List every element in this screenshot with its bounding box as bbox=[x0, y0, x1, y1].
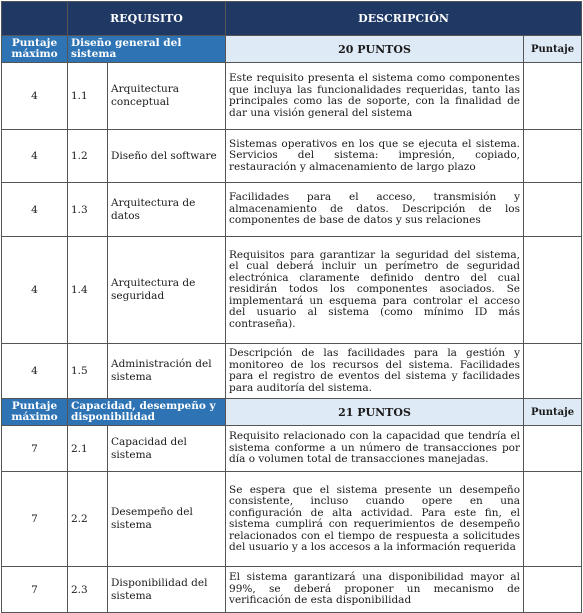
row-name: Administración del sistema bbox=[108, 344, 226, 399]
row-name: Disponibilidad del sistema bbox=[108, 567, 226, 613]
section-score-label: Puntaje bbox=[524, 399, 582, 426]
row-id: 1.5 bbox=[68, 344, 108, 399]
table-row bbox=[2, 567, 582, 613]
header-blank-cell bbox=[2, 2, 68, 36]
requirements-table bbox=[1, 1, 582, 613]
row-description: Facilidades para el acceso, transmisión y almacenamiento de datos. Descripción de los componentes de base de datos y sus relaciones bbox=[226, 183, 524, 237]
section-header-row bbox=[2, 36, 582, 63]
section-score-label: Puntaje bbox=[524, 36, 582, 63]
section-points: 21 PUNTOS bbox=[226, 399, 524, 426]
row-score-cell[interactable] bbox=[524, 237, 582, 344]
row-description: Requisitos para garantizar la seguridad del sistema, el cual deberá incluir un perímetro de seguridad electrónica claramente definido dentro del cual residirán todos los componentes asociados. Se implementará un esquema para controlar el acceso del usuario al sistema (como mínimo ID más contraseña). bbox=[226, 237, 524, 344]
row-id: 2.3 bbox=[68, 567, 108, 613]
section-header-row bbox=[2, 399, 582, 426]
table-row bbox=[2, 63, 582, 130]
table-row bbox=[2, 426, 582, 472]
row-score-cell[interactable] bbox=[524, 130, 582, 183]
row-id: 1.4 bbox=[68, 237, 108, 344]
header-requisito: REQUISITO bbox=[68, 2, 226, 36]
row-max-score: 7 bbox=[2, 472, 68, 567]
row-name: Capacidad del sistema bbox=[108, 426, 226, 472]
row-name: Arquitectura de seguridad bbox=[108, 237, 226, 344]
row-description: Se espera que el sistema presente un desempeño consistente, incluso cuando opere en una configuración de alta actividad. Para este fin, el sistema cumplirá con requerimientos de desempeño relacionados con el tiempo de respuesta a solicitudes del usuario y a los accesos a la información requerida bbox=[226, 472, 524, 567]
row-max-score: 4 bbox=[2, 63, 68, 130]
row-max-score: 4 bbox=[2, 237, 68, 344]
section-title: Diseño general del sistema bbox=[68, 36, 226, 63]
table-row bbox=[2, 344, 582, 399]
row-description: Requisito relacionado con la capacidad que tendría el sistema conforme a un número de transacciones por día o volumen total de transacciones manejadas. bbox=[226, 426, 524, 472]
header-descripcion: DESCRIPCIÓN bbox=[226, 2, 582, 36]
row-id: 2.1 bbox=[68, 426, 108, 472]
row-name: Diseño del software bbox=[108, 130, 226, 183]
table-row bbox=[2, 472, 582, 567]
section-points: 20 PUNTOS bbox=[226, 36, 524, 63]
row-name: Desempeño del sistema bbox=[108, 472, 226, 567]
row-description: Este requisito presenta el sistema como componentes que incluya las funcionalidades requeridas, tanto las principales como las de soporte, con la finalidad de dar una visión general del sistema bbox=[226, 63, 524, 130]
row-id: 1.2 bbox=[68, 130, 108, 183]
row-max-score: 7 bbox=[2, 567, 68, 613]
table-row bbox=[2, 237, 582, 344]
row-max-score: 4 bbox=[2, 183, 68, 237]
row-max-score: 4 bbox=[2, 130, 68, 183]
row-score-cell[interactable] bbox=[524, 567, 582, 613]
row-description: Sistemas operativos en los que se ejecuta el sistema. Servicios del sistema: impresión, copiado, restauración y almacenamiento de largo plazo bbox=[226, 130, 524, 183]
row-name: Arquitectura de datos bbox=[108, 183, 226, 237]
row-max-score: 7 bbox=[2, 426, 68, 472]
row-id: 2.2 bbox=[68, 472, 108, 567]
row-id: 1.3 bbox=[68, 183, 108, 237]
section-title: Capacidad, desempeño y disponibilidad bbox=[68, 399, 226, 426]
table-row bbox=[2, 183, 582, 237]
row-description: Descripción de las facilidades para la gestión y monitoreo de los recursos del sistema. Facilidades para el registro de eventos del sistema y facilidades para auditoría del sistema. bbox=[226, 344, 524, 399]
row-id: 1.1 bbox=[68, 63, 108, 130]
section-max-label: Puntaje máximo bbox=[2, 36, 68, 63]
row-max-score: 4 bbox=[2, 344, 68, 399]
table-header-row bbox=[2, 2, 582, 36]
row-score-cell[interactable] bbox=[524, 183, 582, 237]
row-score-cell[interactable] bbox=[524, 63, 582, 130]
row-name: Arquitectura conceptual bbox=[108, 63, 226, 130]
row-score-cell[interactable] bbox=[524, 344, 582, 399]
row-score-cell[interactable] bbox=[524, 472, 582, 567]
section-max-label: Puntaje máximo bbox=[2, 399, 68, 426]
row-score-cell[interactable] bbox=[524, 426, 582, 472]
row-description: El sistema garantizará una disponibilidad mayor al 99%, se deberá proponer un mecanismo de verificación de esta disponibilidad bbox=[226, 567, 524, 613]
table-row bbox=[2, 130, 582, 183]
